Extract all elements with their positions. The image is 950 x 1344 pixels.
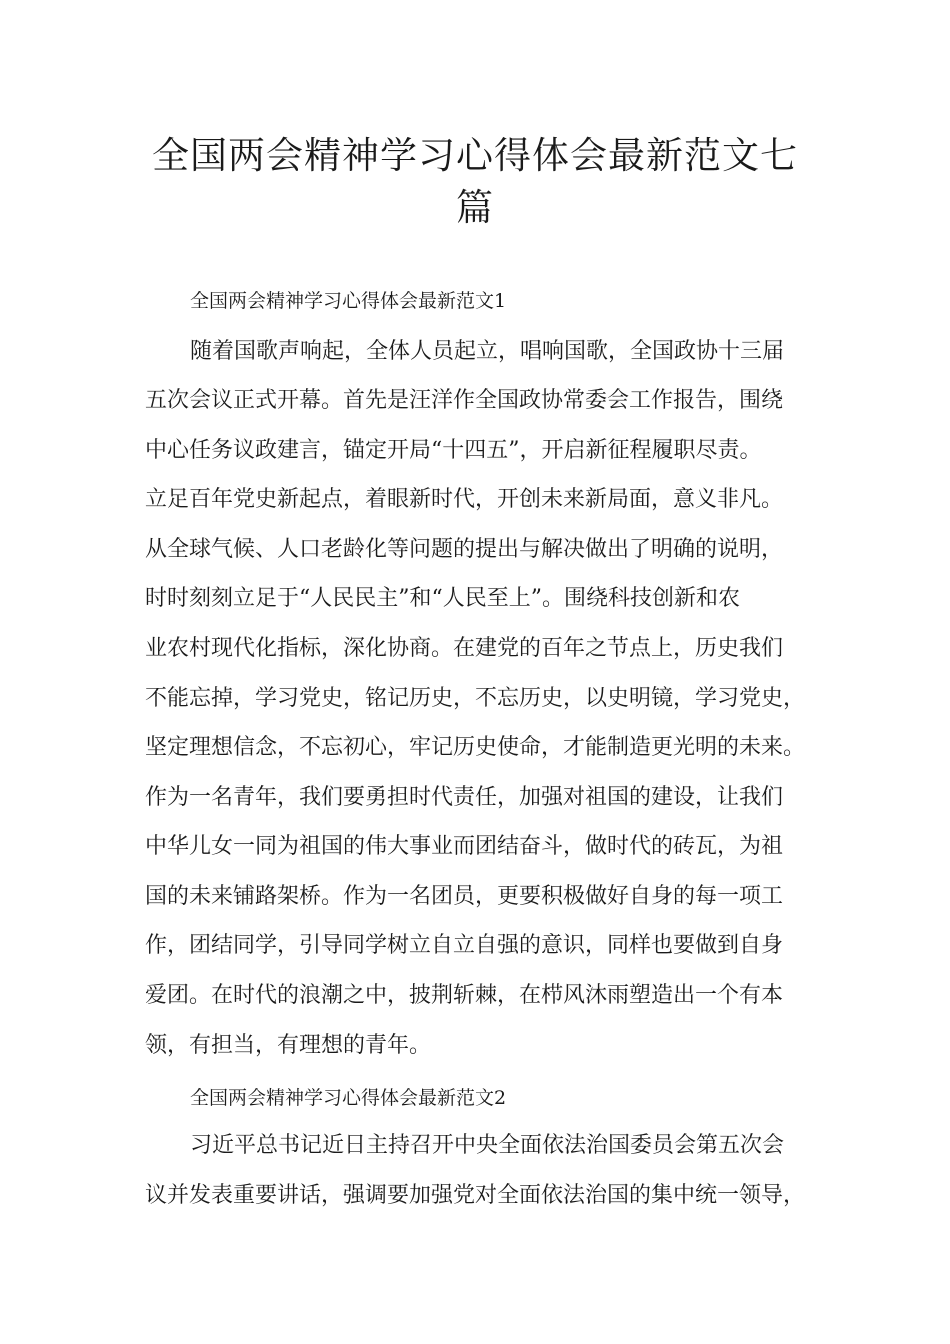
paragraph-line: 坚定理想信念，不忘初心，牢记历史使命，才能制造更光明的未来。 — [145, 735, 806, 760]
paragraph-line: 爱团。在时代的浪潮之中，披荆斩棘，在栉风沐雨塑造出一个有本 — [145, 983, 784, 1008]
paragraph-line: 作为一名青年，我们要勇担时代责任，加强对祖国的建设，让我们 — [145, 785, 784, 810]
paragraph-line: 中华儿女一同为祖国的伟大事业而团结奋斗，做时代的砖瓦，为祖 — [145, 834, 784, 859]
paragraph-line: 业农村现代化指标，深化协商。在建党的百年之节点上，历史我们 — [145, 636, 784, 661]
paragraph-line: 国的未来铺路架桥。作为一名团员，更要积极做好自身的每一项工 — [145, 884, 784, 909]
paragraph-line: 中心任务议政建言，锚定开局“十四五”，开启新征程履职尽责。 — [145, 438, 762, 463]
paragraph-line: 随着国歌声响起，全体人员起立，唱响国歌，全国政协十三届 — [190, 339, 785, 364]
paragraph-line: 五次会议正式开幕。首先是汪洋作全国政协常委会工作报告，围绕 — [145, 388, 784, 413]
section-heading-2: 全国两会精神学习心得体会最新范文2 — [190, 1087, 507, 1109]
section-heading-1: 全国两会精神学习心得体会最新范文1 — [190, 290, 507, 312]
paragraph-line: 议并发表重要讲话，强调要加强党对全面依法治国的集中统一领导， — [145, 1183, 806, 1208]
paragraph-line: 立足百年党史新起点，着眼新时代，开创未来新局面，意义非凡。 — [145, 487, 784, 512]
paragraph-line: 时时刻刻立足于“人民民主”和“人民至上”。围绕科技创新和农 — [145, 586, 740, 611]
paragraph-line: 从全球气候、人口老龄化等问题的提出与解决做出了明确的说明， — [145, 537, 784, 562]
document-title: 全国两会精神学习心得体会最新范文七篇 — [152, 134, 798, 229]
paragraph-line: 习近平总书记近日主持召开中央全面依法治国委员会第五次会 — [190, 1133, 785, 1158]
paragraph-line: 领，有担当，有理想的青年。 — [145, 1033, 432, 1058]
paragraph-line: 不能忘掉，学习党史，铭记历史，不忘历史，以史明镜，学习党史， — [145, 686, 806, 711]
paragraph-line: 作，团结同学，引导同学树立自立自强的意识，同样也要做到自身 — [145, 933, 784, 958]
